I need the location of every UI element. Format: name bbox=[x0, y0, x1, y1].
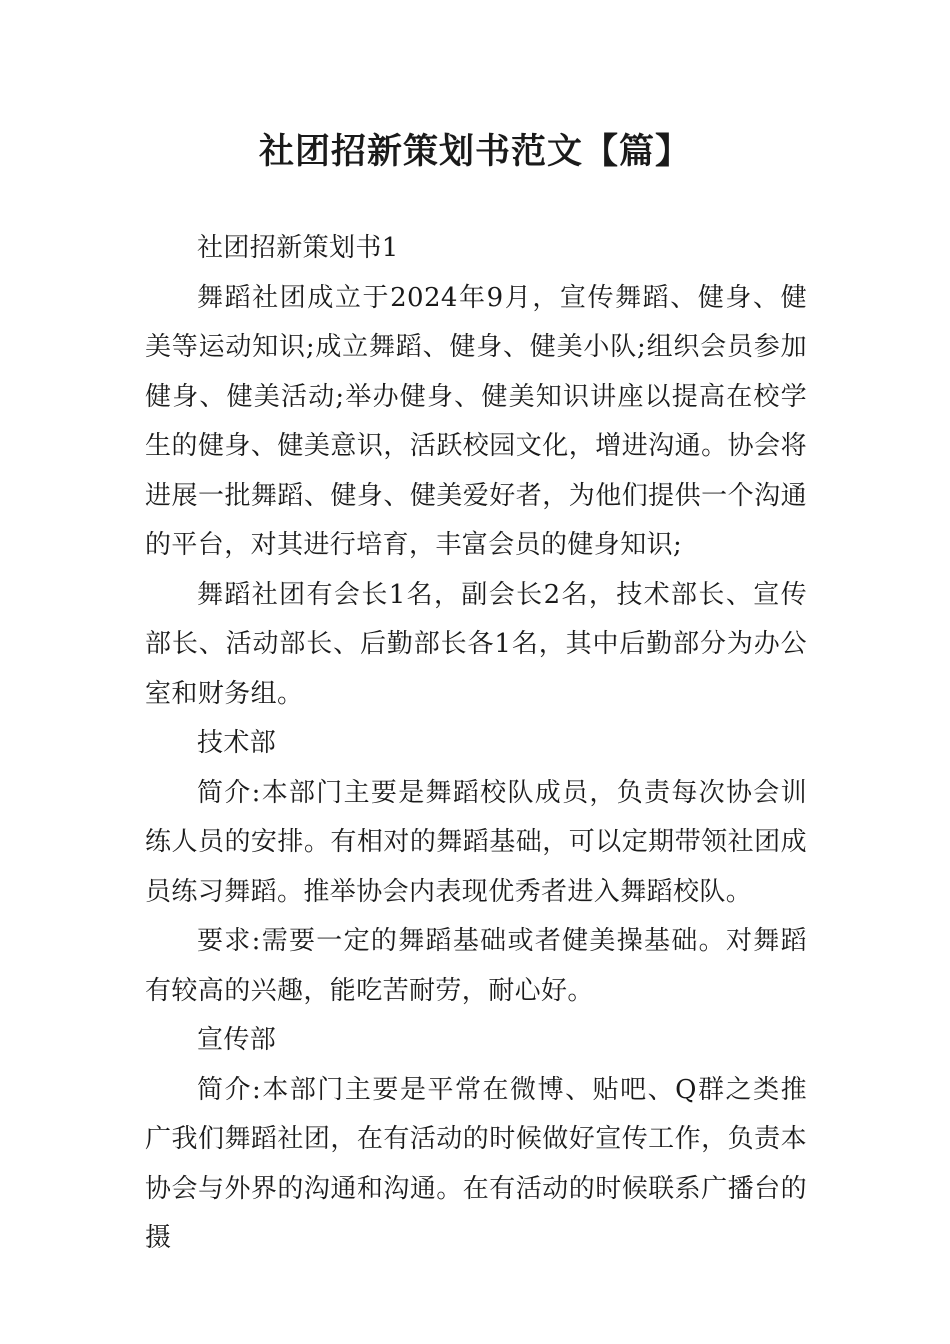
paragraph-structure: 舞蹈社团有会长1名，副会长2名，技术部长、宣传部长、活动部长、后勤部长各1名，其中后勤部分为办公室和财务组。 bbox=[145, 579, 807, 709]
paragraph-heading-publicity: 宣传部 bbox=[197, 1025, 277, 1055]
paragraph-tech-intro: 简介:本部门主要是舞蹈校队成员，负责每次协会训练人员的安排。有相对的舞蹈基础，可以定期带领社团成员练习舞蹈。推举协会内表现优秀者进入舞蹈校队。 bbox=[145, 777, 807, 907]
document-title: 社团招新策划书范文【篇】 bbox=[258, 131, 691, 172]
paragraph-heading-plan-1: 社团招新策划书1 bbox=[197, 233, 399, 263]
paragraph-tech-requirements: 要求:需要一定的舞蹈基础或者健美操基础。对舞蹈有较高的兴趣，能吃苦耐劳，耐心好。 bbox=[145, 926, 807, 1006]
paragraph-intro: 舞蹈社团成立于2024年9月，宣传舞蹈、健身、健美等运动知识;成立舞蹈、健身、健美小队;组织会员参加健身、健美活动;举办健身、健美知识讲座以提高在校学生的健身、健美意识，活跃校园文化，增进沟通。协会将进展一批舞蹈、健身、健美爱好者，为他们提供一个沟通的平台，对其进行培育，丰富会员的健身知识; bbox=[145, 282, 807, 560]
document-body bbox=[145, 224, 807, 1264]
paragraph-heading-tech: 技术部 bbox=[197, 728, 277, 758]
paragraph-publicity-intro: 简介:本部门主要是平常在微博、贴吧、Q群之类推广我们舞蹈社团，在有活动的时候做好宣传工作，负责本协会与外界的沟通和沟通。在有活动的时候联系广播台的摄 bbox=[145, 1074, 807, 1253]
